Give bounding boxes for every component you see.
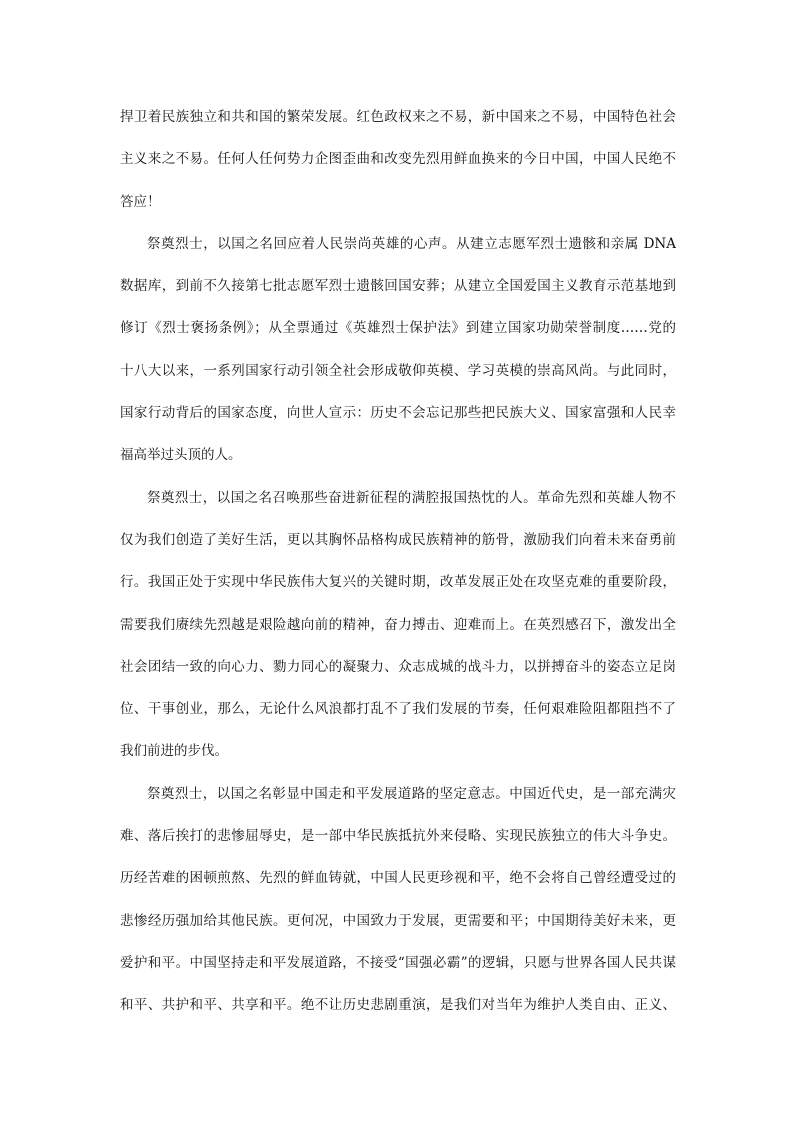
text-line: 数据库，到前不久接第七批志愿军烈士遗骸回国安葬；从建立全国爱国主义教育示范基地到: [120, 278, 676, 295]
text-line: 行。我国正处于实现中华民族伟大复兴的关键时期，改革发展正处在攻坚克难的重要阶段，: [120, 574, 676, 591]
text-line: 国家行动背后的国家态度，向世人宣示：历史不会忘记那些把民族大义、国家富强和人民幸: [120, 405, 676, 422]
text-line: 十八大以来，一系列国家行动引领全社会形成敬仰英模、学习英模的崇高风尚。与此同时，: [120, 362, 676, 379]
text-line: 爱护和平。中国坚持走和平发展道路，不接受“国强必霸”的逻辑，只愿与世界各国人民共谋: [120, 954, 676, 971]
text-line: 修订《烈士褒扬条例》；从全票通过《英雄烈士保护法》到建立国家功勋荣誉制度……党的: [120, 320, 676, 337]
text-line: 位、干事创业，那么，无论什么风浪都打乱不了我们发展的节奏，任何艰难险阻都阻挡不了: [120, 701, 676, 718]
paragraph-first-line: 祭奠烈士，以国之名召唤那些奋进新征程的满腔报国热忱的人。革命先烈和英雄人物不: [147, 489, 676, 506]
text-line: 我们前进的步伐。: [120, 743, 228, 760]
text-line: 答应！: [120, 193, 161, 210]
text-line: 悲惨经历强加给其他民族。更何况，中国致力于发展，更需要和平；中国期待美好未来，更: [120, 912, 676, 929]
body-text: [120, 96, 676, 1027]
paragraph-first-line: 祭奠烈士，以国之名彰显中国走和平发展道路的坚定意志。中国近代史，是一部充满灾: [147, 785, 676, 802]
text-line: 社会团结一致的向心力、勠力同心的凝聚力、众志成城的战斗力，以拼搏奋斗的姿态立足岗: [120, 658, 676, 675]
text-line: 仅为我们创造了美好生活，更以其胸怀品格构成民族精神的筋骨，激励我们向着未来奋勇前: [120, 531, 676, 548]
text-line: 捍卫着民族独立和共和国的繁荣发展。红色政权来之不易，新中国来之不易，中国特色社会: [120, 109, 676, 125]
text-line: 福高举过头顶的人。: [120, 447, 242, 464]
paragraph-first-line: 祭奠烈士，以国之名回应着人民崇尚英雄的心声。从建立志愿军烈士遗骸和亲属 DNA: [147, 235, 676, 252]
text-line: 需要我们赓续先烈越是艰险越向前的精神，奋力搏击、迎难而上。在英烈感召下，激发出全: [120, 616, 676, 633]
text-line: 历经苦难的困顿煎熬、先烈的鲜血铸就，中国人民更珍视和平，绝不会将自己曾经遭受过的: [120, 870, 676, 887]
text-line: 和平、共护和平、共享和平。绝不让历史悲剧重演，是我们对当年为维护人类自由、正义、: [120, 997, 676, 1014]
text-line: 难、落后挨打的悲惨屈辱史，是一部中华民族抵抗外来侵略、实现民族独立的伟大斗争史。: [120, 828, 676, 845]
text-line: 主义来之不易。任何人任何势力企图歪曲和改变先烈用鲜血换来的今日中国，中国人民绝不: [120, 151, 676, 168]
